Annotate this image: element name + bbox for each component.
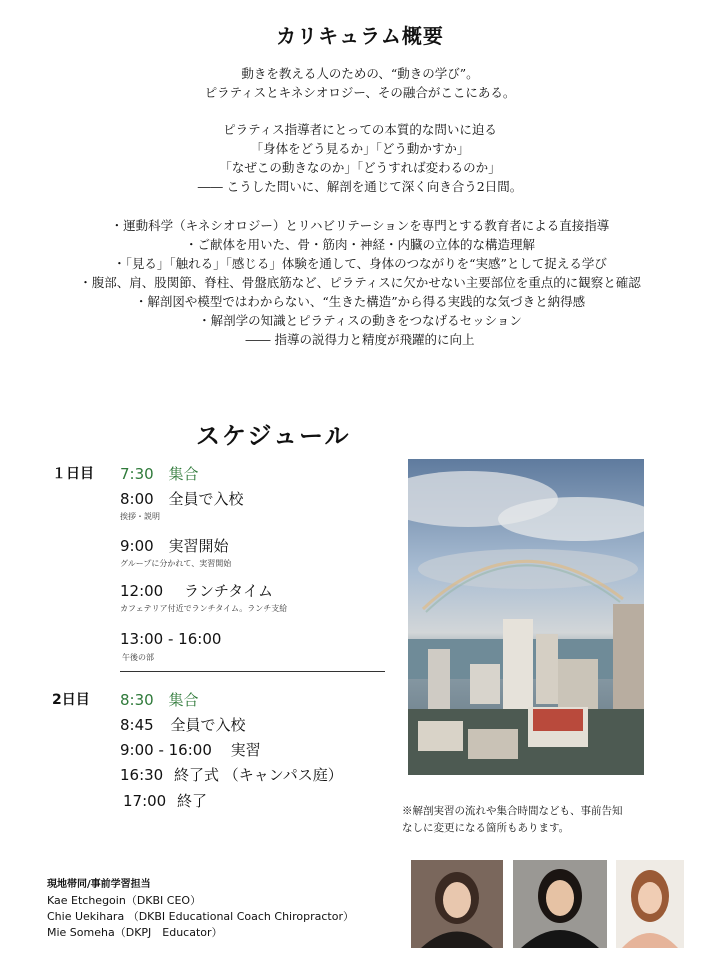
curriculum-title: カリキュラム概要 [276, 24, 444, 48]
day1-item [120, 630, 221, 648]
day-divider [120, 671, 385, 672]
question-line: 「身体をどう見るか」「どう動かすか」 [250, 141, 470, 156]
staff-member: Kae Etchegoin（DKBI CEO） [47, 894, 202, 907]
item-subnote: 午後の部 [122, 653, 154, 662]
item-time: 17:00 [123, 792, 167, 810]
note-line: なしに変更になる箇所もあります。 [402, 822, 570, 834]
item-time: 9:00 [120, 537, 154, 555]
bullet-item: ・「見る」「触れる」「感じる」体験を通して、身体のつながりを“実感”として捉える学び [113, 256, 607, 271]
item-text: 集合 [168, 691, 199, 709]
bullet-item: ・解剖図や模型ではわからない、“生きた構造”から得る実践的な気づきと納得感 [134, 294, 586, 309]
item-time: 8:00 [120, 490, 154, 508]
item-subnote: カフェテリア付近でランチタイム。ランチ支給 [120, 604, 288, 613]
bullet-item: ―― 指導の説得力と精度が飛躍的に向上 [245, 332, 475, 347]
day2-label: 2日目 [52, 692, 90, 708]
day2-item [120, 714, 245, 735]
portrait-illustration [513, 860, 607, 948]
day1-item [120, 580, 273, 601]
item-text: 全員で入校 [168, 490, 244, 508]
day2-item [120, 689, 198, 710]
bullet-item: ・ご献体を用いた、骨・筋肉・神経・内臓の立体的な構造理解 [184, 237, 535, 252]
day1-item [120, 488, 243, 509]
day2-item [123, 790, 207, 811]
skyline-illustration [408, 459, 644, 775]
bullet-item: ・腹部、肩、股関節、脊柱、骨盤底筋など、ピラティスに欠かせない主要部位を重点的に観察と確認 [79, 275, 641, 290]
question-line: ―― こうした問いに、解剖を通じて深く向き合う2日間。 [197, 179, 523, 194]
item-text: 全員で入校 [170, 716, 246, 734]
item-time: 8:45 [120, 716, 154, 734]
item-text: ランチタイム [184, 582, 273, 600]
bullet-item: ・解剖学の知識とピラティスの動きをつなげるセッション [198, 313, 522, 328]
intro-line: ピラティスとキネシオロジー、その融合がここにある。 [204, 85, 516, 100]
item-text: 終了 [177, 792, 208, 810]
portrait-illustration [616, 860, 684, 948]
item-time: 12:00 [120, 582, 164, 600]
day1-item [120, 535, 228, 556]
intro-block [0, 64, 720, 102]
item-text: 実習開始 [168, 537, 229, 555]
item-time: 16:30 [120, 766, 164, 784]
portrait-illustration [411, 860, 503, 948]
portrait-photo [513, 860, 607, 948]
bullet-list [0, 216, 720, 349]
staff-member: Chie Uekihara （DKBI Educational Coach Chiropractor） [47, 910, 354, 923]
day1-label: １日目 [52, 466, 94, 482]
skyline-photo [408, 459, 644, 775]
portrait-photo [411, 860, 503, 948]
portrait-photo [616, 860, 684, 948]
item-time: 13:00 - 16:00 [120, 630, 222, 648]
item-time: 9:00 - 16:00 [120, 741, 212, 759]
item-time: 7:30 [120, 465, 154, 483]
schedule-note [402, 803, 702, 837]
schedule-title: スケジュール [196, 422, 351, 450]
staff-block [47, 877, 354, 941]
item-text: 終了式 （キャンパス庭） [174, 766, 343, 784]
day2-item [120, 764, 343, 785]
item-subnote: グループに分かれて、実習開始 [120, 559, 232, 568]
item-subnote: 挨拶・説明 [120, 512, 160, 521]
item-text: 実習 [230, 741, 261, 759]
day1-item [120, 463, 198, 484]
item-text: 集合 [168, 465, 199, 483]
day2-item [120, 739, 261, 760]
note-line: ※解剖実習の流れや集合時間なども、事前告知 [402, 805, 623, 817]
bullet-item: ・運動科学（キネシオロジー）とリハビリテーションを専門とする教育者による直接指導 [110, 218, 610, 233]
staff-heading: 現地帯同/事前学習担当 [47, 879, 151, 890]
question-block [0, 120, 720, 196]
item-time: 8:30 [120, 691, 154, 709]
staff-member: Mie Someha（DKPJ Educator） [47, 926, 223, 939]
question-line: ピラティス指導者にとっての本質的な問いに迫る [223, 122, 497, 137]
intro-line: 動きを教える人のための、“動きの学び”。 [241, 66, 479, 81]
question-line: 「なぜこの動きなのか」「どうすれば変わるのか」 [219, 160, 501, 175]
